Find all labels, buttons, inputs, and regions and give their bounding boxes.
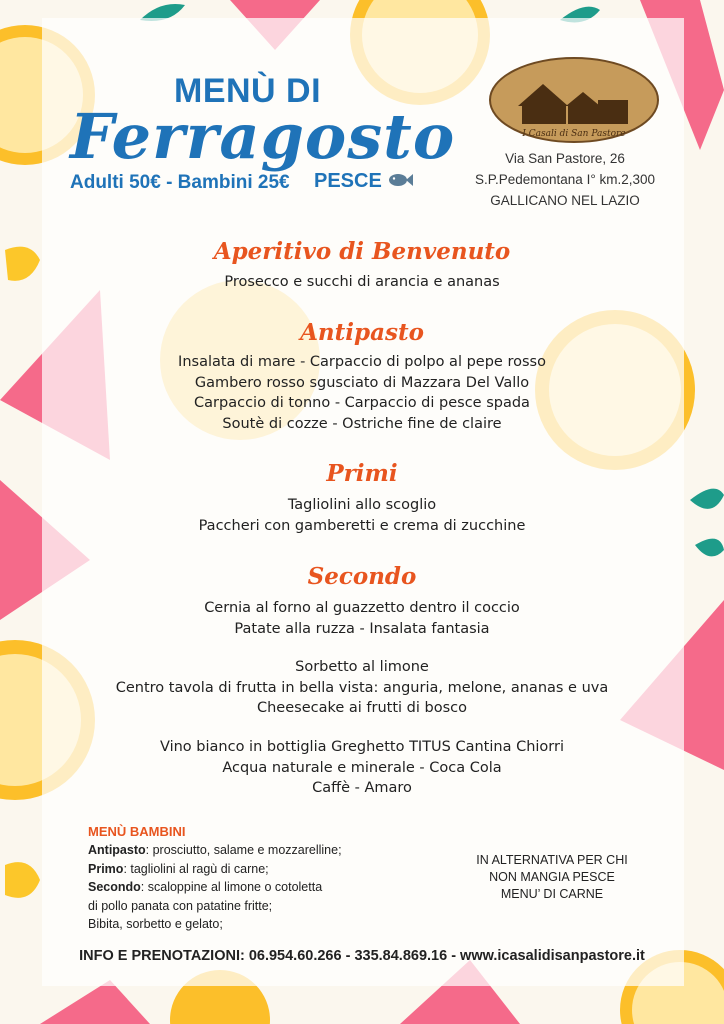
kids-item: : scaloppine al limone o cotoletta bbox=[140, 880, 323, 894]
dish: Gambero rosso sgusciato di Mazzara Del Vallo bbox=[194, 374, 530, 391]
title-ferragosto: Ferragosto bbox=[70, 100, 456, 173]
drinks-list bbox=[0, 737, 724, 799]
kids-menu-title: MENÙ BAMBINI bbox=[88, 824, 186, 839]
menu-type-label: PESCE bbox=[314, 170, 382, 192]
restaurant-logo bbox=[488, 56, 660, 144]
info-contacts: INFO E PRENOTAZIONI: 06.954.60.266 - 335.84.869.16 - www.icasalidisanpastore.it bbox=[79, 948, 645, 964]
kids-label: Antipasto bbox=[88, 843, 146, 857]
dish: Patate alla ruzza - Insalata fantasia bbox=[234, 620, 490, 637]
title-line1: MENÙ DI bbox=[174, 72, 322, 110]
address-line3: GALLICANO NEL LAZIO bbox=[490, 193, 640, 208]
kids-label: Secondo bbox=[88, 880, 141, 894]
section-title-aperitivo: Aperitivo di Benvenuto bbox=[213, 238, 511, 265]
drink: Caffè - Amaro bbox=[312, 780, 412, 796]
address bbox=[468, 148, 662, 211]
leaf-icon bbox=[695, 539, 724, 557]
dish: Insalata di mare - Carpaccio di polpo al pepe rosso bbox=[178, 354, 546, 370]
section-title-primi: Primi bbox=[326, 460, 398, 487]
logo-text: I Casali di San Pastore bbox=[522, 129, 626, 139]
section-title-secondo: Secondo bbox=[307, 563, 417, 590]
section-title-antipasto: Antipasto bbox=[300, 319, 424, 346]
alt-line: MENU’ DI CARNE bbox=[500, 887, 604, 901]
address-line1: Via San Pastore, 26 bbox=[505, 151, 625, 166]
meat-alternative-note bbox=[456, 852, 648, 903]
drink: Vino bianco in bottiglia Greghetto TITUS Cantina Chiorri bbox=[159, 739, 564, 755]
dish: Cernia al forno al guazzetto dentro il coccio bbox=[204, 600, 520, 616]
kids-menu bbox=[88, 841, 342, 934]
dish: Paccheri con gamberetti e crema di zucchine bbox=[198, 517, 526, 534]
lemon-icon bbox=[5, 862, 40, 898]
drink: Acqua naturale e minerale - Coca Cola bbox=[222, 759, 502, 776]
address-line2: S.P.Pedemontana I° km.2,300 bbox=[474, 172, 655, 187]
fish-icon bbox=[387, 171, 413, 189]
watermelon-slice-icon bbox=[40, 980, 150, 1024]
menu-type bbox=[314, 170, 413, 193]
dish: Centro tavola di frutta in bella vista: anguria, melone, ananas e uva bbox=[115, 679, 609, 696]
dish: Tagliolini allo scoglio bbox=[287, 497, 437, 513]
dish: Cheesecake ai frutti di bosco bbox=[256, 700, 467, 716]
section-items-antipasto bbox=[0, 352, 724, 434]
kids-item: : prosciutto, salame e mozzarelline; bbox=[145, 843, 342, 857]
section-items-secondo bbox=[0, 598, 724, 639]
dish: Prosecco e succhi di arancia e ananas bbox=[224, 274, 500, 290]
kids-item: di pollo panata con patatine fritte; bbox=[88, 898, 273, 913]
kids-label: Primo bbox=[88, 861, 124, 876]
alt-line: NON MANGIA PESCE bbox=[489, 870, 615, 884]
dish: Soutè di cozze - Ostriche fine de claire bbox=[222, 415, 502, 432]
prices: Adulti 50€ - Bambini 25€ bbox=[70, 172, 290, 193]
alt-line: IN ALTERNATIVA PER CHI bbox=[476, 853, 628, 867]
kids-item: : tagliolini al ragù di carne; bbox=[123, 861, 269, 876]
section-items-aperitivo bbox=[0, 272, 724, 293]
section-items-primi bbox=[0, 495, 724, 536]
dish: Sorbetto al limone bbox=[295, 659, 429, 675]
dish: Carpaccio di tonno - Carpaccio di pesce spada bbox=[194, 395, 530, 411]
kids-item: Bibita, sorbetto e gelato; bbox=[88, 917, 223, 931]
dessert-list bbox=[0, 657, 724, 719]
